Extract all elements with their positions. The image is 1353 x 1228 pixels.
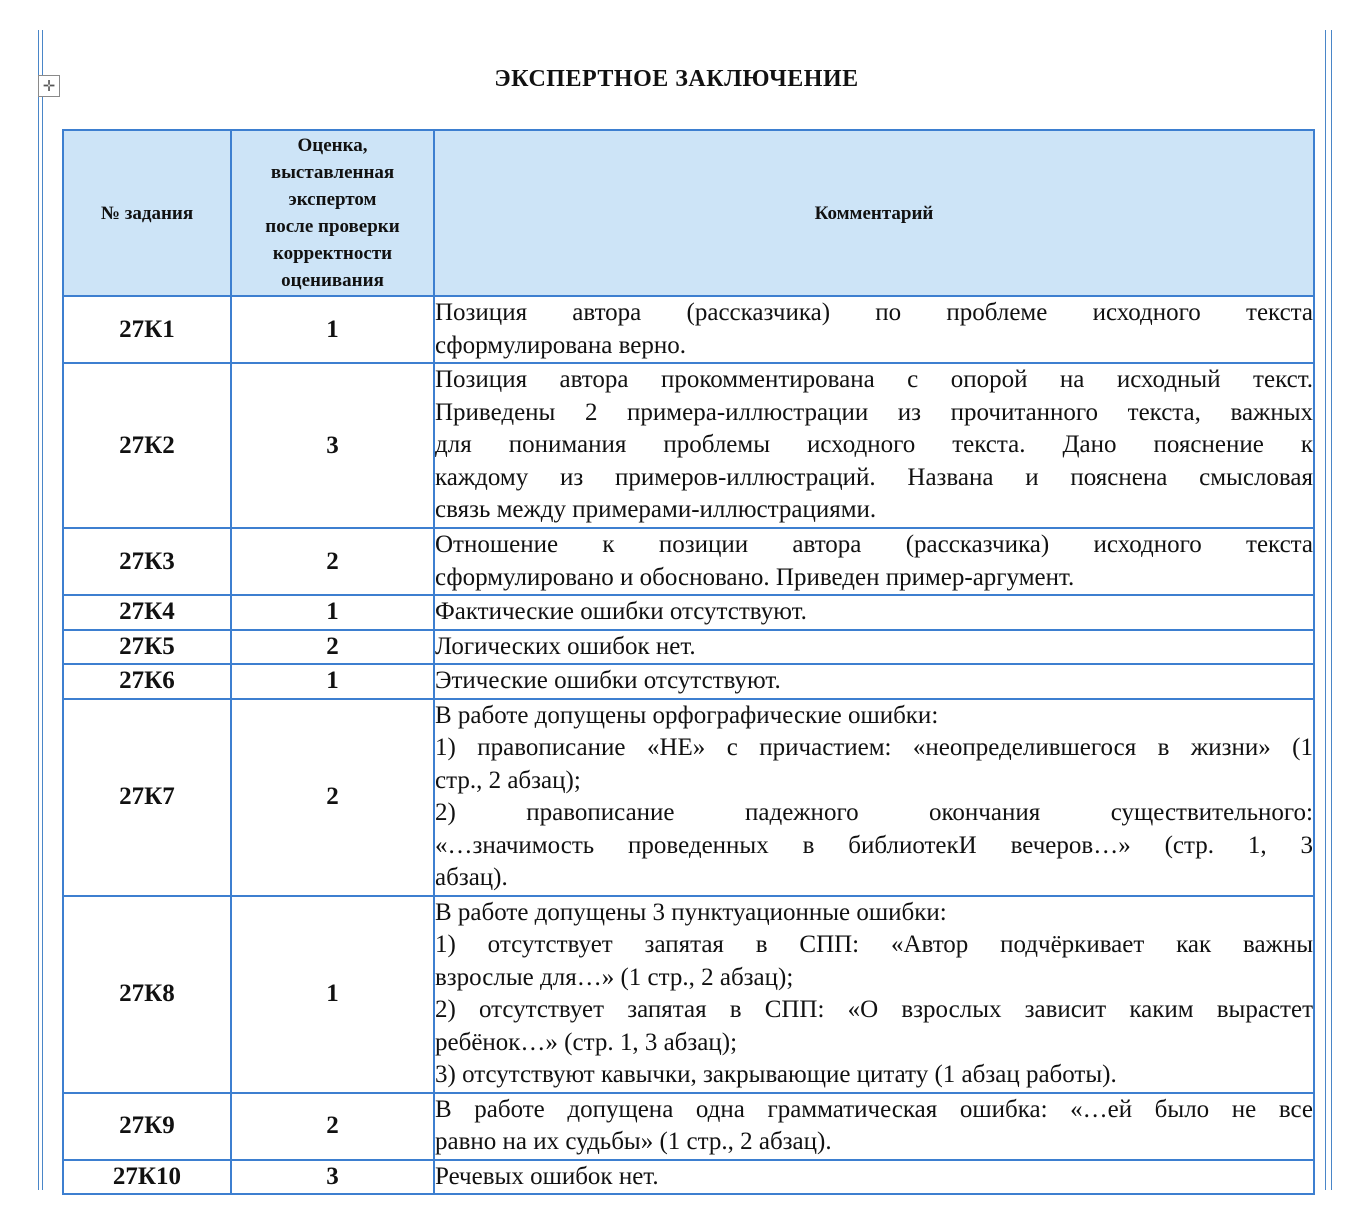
comment-line: Фактические ошибки отсутствуют. <box>435 598 807 625</box>
comment-line: Позиция автора прокомментирована с опорой на исходный текст. <box>435 366 1313 393</box>
score-cell: 2 <box>231 528 434 595</box>
comment-line: Этические ошибки отсутствуют. <box>435 667 781 694</box>
header-score-line: выставленная <box>270 162 395 183</box>
comment-line: 3) отсутствуют кавычки, закрывающие цитату (1 абзац работы). <box>435 1061 1117 1088</box>
task-id-cell: 27К4 <box>63 595 231 630</box>
table-row <box>63 896 1314 1093</box>
comment-line: «…значимость проведенных в библиотекИ вечеров…» (стр. 1, 3 <box>435 831 1313 859</box>
table-row <box>63 630 1314 665</box>
table-row <box>63 363 1314 528</box>
task-id-cell: 27К8 <box>63 896 231 1093</box>
comment-line: Приведены 2 примера-иллюстрации из прочитанного текста, важных <box>435 398 1313 426</box>
comment-line: Речевых ошибок нет. <box>435 1162 659 1190</box>
table-row <box>63 1093 1314 1160</box>
score-cell: 1 <box>231 595 434 630</box>
header-score-line: экспертом <box>288 189 377 210</box>
comment-line: В работе допущены 3 пунктуационные ошибки: <box>435 898 947 926</box>
score-cell: 2 <box>231 699 434 896</box>
expert-conclusion-table <box>62 129 1315 1195</box>
task-id-cell: 27К9 <box>63 1093 231 1160</box>
table-row <box>63 699 1314 896</box>
table-move-handle-icon[interactable]: ✛ <box>38 75 60 97</box>
comment-cell <box>434 630 1314 665</box>
table-row <box>63 664 1314 699</box>
task-id-cell: 27К3 <box>63 528 231 595</box>
comment-line: 2) правописание падежного окончания существительного: <box>435 799 1313 826</box>
comment-cell <box>434 699 1314 896</box>
comment-cell <box>434 664 1314 699</box>
comment-cell <box>434 1093 1314 1160</box>
comment-line: сформулировано и обосновано. Приведен пример-аргумент. <box>435 563 1075 591</box>
header-task-number: № задания <box>63 130 231 296</box>
comment-cell <box>434 896 1314 1093</box>
comment-line: В работе допущена одна грамматическая ошибка: «…ей было не все <box>435 1095 1313 1123</box>
comment-line: для понимания проблемы исходного текста. Дано пояснение к <box>435 431 1313 458</box>
comment-cell <box>434 1160 1314 1195</box>
score-cell: 1 <box>231 664 434 699</box>
comment-cell <box>434 296 1314 363</box>
table-row <box>63 528 1314 595</box>
comment-line: 1) правописание «НЕ» с причастием: «неопределившегося в жизни» (1 <box>435 734 1313 761</box>
table-row <box>63 1160 1314 1195</box>
table-row <box>63 595 1314 630</box>
comment-line: каждому из примеров-иллюстраций. Названа и пояснена смысловая <box>435 463 1313 491</box>
score-cell: 1 <box>231 296 434 363</box>
score-cell: 2 <box>231 630 434 665</box>
document-title: ЭКСПЕРТНОЕ ЗАКЛЮЧЕНИЕ <box>494 66 859 92</box>
comment-line: Логических ошибок нет. <box>435 632 696 660</box>
page-border-left <box>38 30 43 1190</box>
header-comment: Комментарий <box>434 130 1314 296</box>
comment-cell <box>434 363 1314 528</box>
score-cell: 1 <box>231 896 434 1093</box>
table-header-row <box>63 130 1314 296</box>
comment-line: связь между примерами-иллюстрациями. <box>435 496 877 523</box>
task-id-cell: 27К7 <box>63 699 231 896</box>
comment-line: ребёнок…» (стр. 1, 3 абзац); <box>435 1028 738 1056</box>
comment-line: равно на их судьбы» (1 стр., 2 абзац). <box>435 1128 832 1155</box>
task-id-cell: 27К5 <box>63 630 231 665</box>
comment-line: Отношение к позиции автора (рассказчика) исходного текста <box>435 531 1313 558</box>
score-cell: 3 <box>231 1160 434 1195</box>
header-score-line: Оценка, <box>297 135 368 156</box>
header-score-line: оценивания <box>281 270 384 291</box>
page-border-right <box>1325 30 1332 1190</box>
task-id-cell: 27К2 <box>63 363 231 528</box>
comment-line: абзац). <box>435 864 508 891</box>
task-id-cell: 27К1 <box>63 296 231 363</box>
header-score-line: корректности <box>272 243 393 264</box>
comment-line: Позиция автора (рассказчика) по проблеме исходного текста <box>435 299 1313 326</box>
header-score <box>231 130 434 296</box>
task-id-cell: 27К6 <box>63 664 231 699</box>
comment-line: взрослые для…» (1 стр., 2 абзац); <box>435 963 794 991</box>
comment-line: стр., 2 абзац); <box>435 766 581 794</box>
task-id-cell: 27К10 <box>63 1160 231 1195</box>
comment-line: В работе допущены орфографические ошибки: <box>435 701 939 729</box>
score-cell: 3 <box>231 363 434 528</box>
score-cell: 2 <box>231 1093 434 1160</box>
comment-line: 1) отсутствует запятая в СПП: «Автор подчёркивает как важны <box>435 931 1313 958</box>
comment-cell <box>434 595 1314 630</box>
comment-cell <box>434 528 1314 595</box>
table-row <box>63 296 1314 363</box>
comment-line: 2) отсутствует запятая в СПП: «О взрослых зависит каким вырастет <box>435 996 1313 1023</box>
header-score-line: после проверки <box>265 216 400 237</box>
comment-line: сформулирована верно. <box>435 331 686 359</box>
